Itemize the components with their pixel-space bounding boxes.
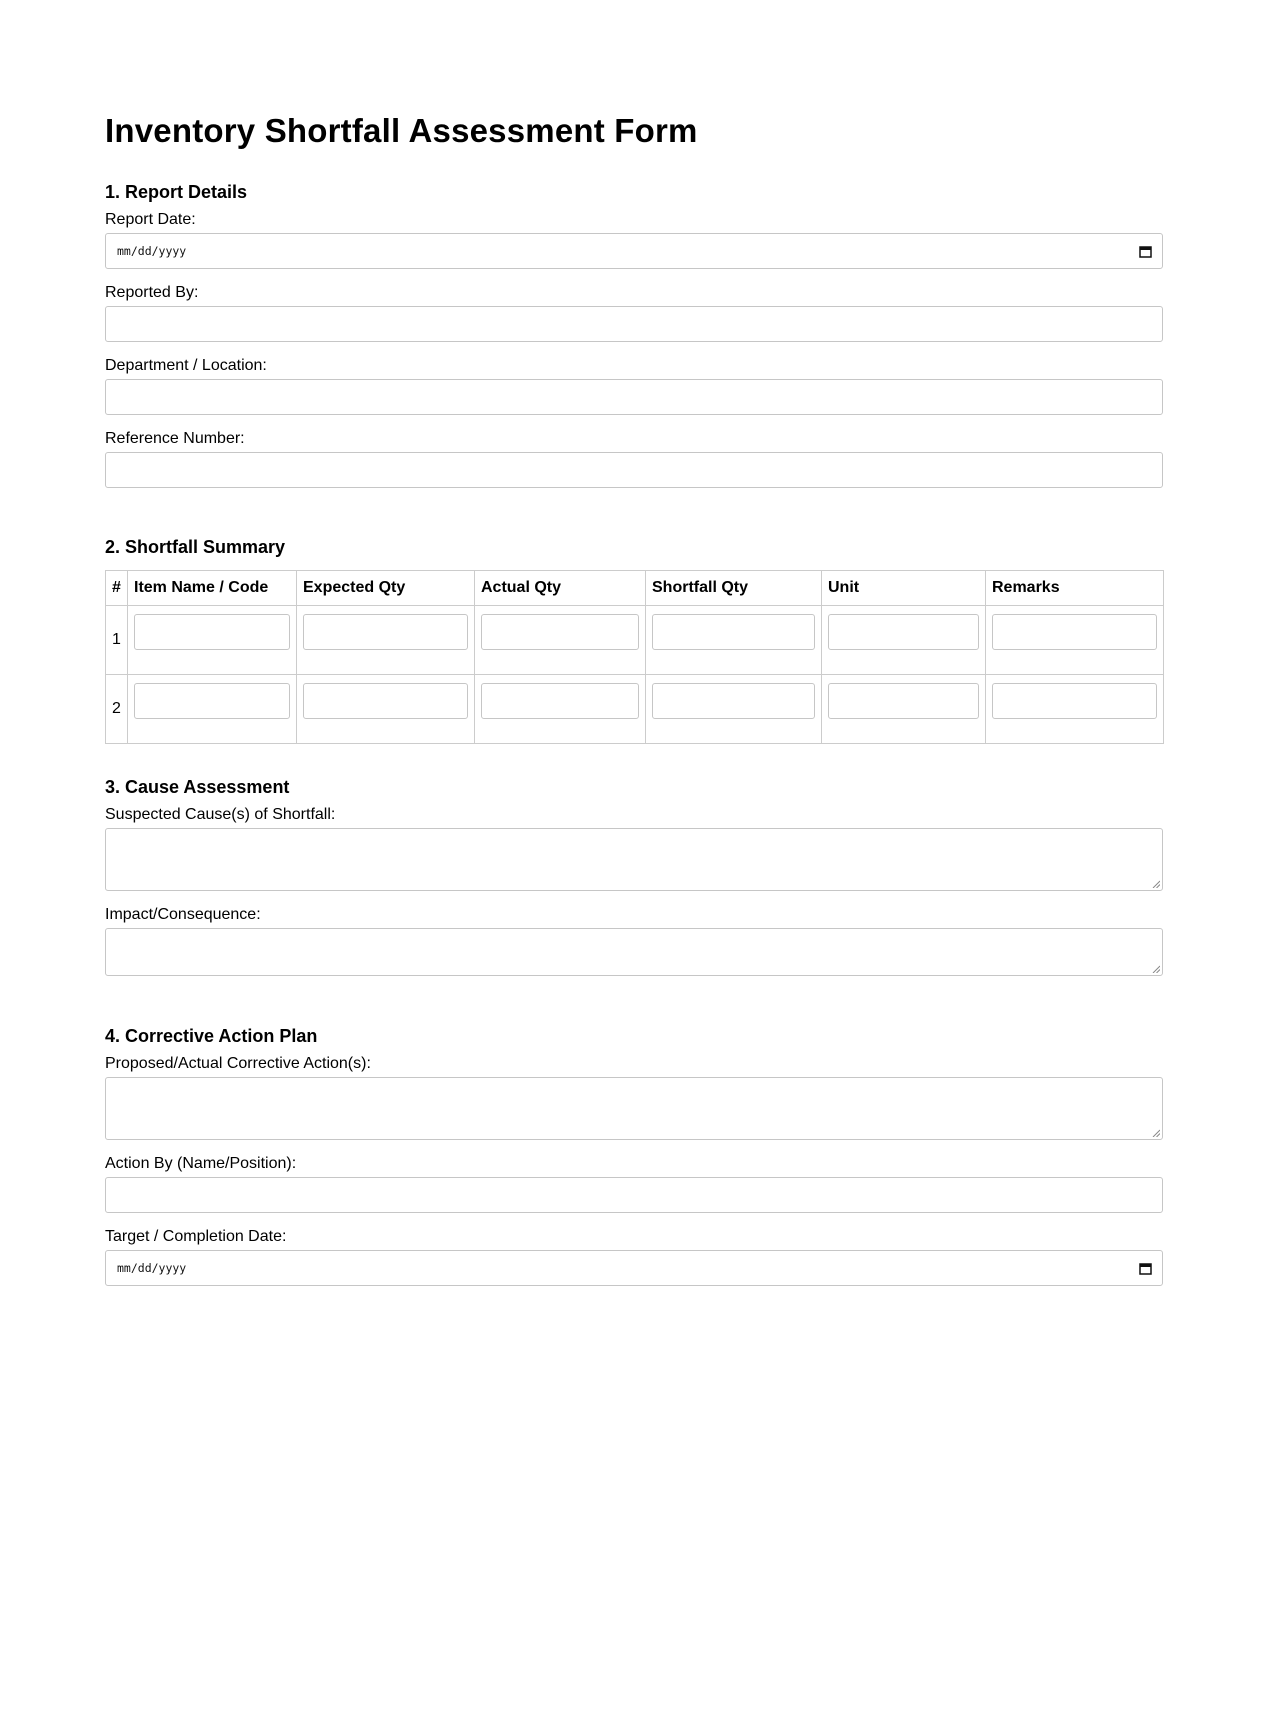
item-name-input[interactable] <box>134 683 290 719</box>
report-date-input[interactable] <box>105 233 1163 269</box>
item-name-input[interactable] <box>134 614 290 650</box>
actual-qty-input[interactable] <box>481 614 639 650</box>
shortfall-qty-input[interactable] <box>652 614 815 650</box>
table-row <box>106 675 1164 744</box>
actual-qty-input[interactable] <box>481 683 639 719</box>
row-number: 1 <box>106 606 128 675</box>
calendar-icon[interactable] <box>1139 1262 1152 1275</box>
table-header-row <box>106 571 1164 606</box>
table-row <box>106 606 1164 675</box>
shortfall-table <box>105 570 1164 744</box>
resize-grip-icon[interactable] <box>1152 880 1160 888</box>
reported-by-label: Reported By: <box>105 284 199 301</box>
resize-grip-icon[interactable] <box>1152 1129 1160 1137</box>
remarks-input[interactable] <box>992 614 1157 650</box>
suspected-causes-label: Suspected Cause(s) of Shortfall: <box>105 806 336 823</box>
department-location-input[interactable] <box>105 379 1163 415</box>
calendar-icon[interactable] <box>1139 245 1152 258</box>
suspected-causes-textarea[interactable] <box>105 828 1163 891</box>
unit-input[interactable] <box>828 614 979 650</box>
row-number: 2 <box>106 675 128 744</box>
unit-input[interactable] <box>828 683 979 719</box>
corrective-action-textarea[interactable] <box>105 1077 1163 1140</box>
section-corrective-action-heading: 4. Corrective Action Plan <box>105 1026 318 1046</box>
column-header-remarks: Remarks <box>986 571 1164 606</box>
impact-consequence-textarea[interactable] <box>105 928 1163 976</box>
report-date-placeholder: mm/dd/yyyy <box>117 244 187 258</box>
column-header-shortfall-qty: Shortfall Qty <box>646 571 822 606</box>
column-header-expected-qty: Expected Qty <box>297 571 475 606</box>
target-date-label: Target / Completion Date: <box>105 1228 287 1245</box>
column-header-number: # <box>106 571 128 606</box>
page-title: Inventory Shortfall Assessment Form <box>105 112 698 149</box>
action-by-label: Action By (Name/Position): <box>105 1155 297 1172</box>
action-by-input[interactable] <box>105 1177 1163 1213</box>
report-date-label: Report Date: <box>105 211 196 228</box>
target-date-placeholder: mm/dd/yyyy <box>117 1261 187 1275</box>
column-header-actual-qty: Actual Qty <box>475 571 646 606</box>
form-page <box>105 108 1163 1286</box>
section-shortfall-summary-heading: 2. Shortfall Summary <box>105 537 286 557</box>
section-report-details-heading: 1. Report Details <box>105 182 248 202</box>
shortfall-qty-input[interactable] <box>652 683 815 719</box>
expected-qty-input[interactable] <box>303 614 468 650</box>
reference-number-label: Reference Number: <box>105 430 245 447</box>
department-location-label: Department / Location: <box>105 357 267 374</box>
reported-by-input[interactable] <box>105 306 1163 342</box>
column-header-item-name: Item Name / Code <box>128 571 297 606</box>
column-header-unit: Unit <box>822 571 986 606</box>
target-date-input[interactable] <box>105 1250 1163 1286</box>
section-cause-assessment-heading: 3. Cause Assessment <box>105 777 290 797</box>
remarks-input[interactable] <box>992 683 1157 719</box>
impact-consequence-label: Impact/Consequence: <box>105 906 261 923</box>
expected-qty-input[interactable] <box>303 683 468 719</box>
reference-number-input[interactable] <box>105 452 1163 488</box>
resize-grip-icon[interactable] <box>1152 965 1160 973</box>
corrective-action-label: Proposed/Actual Corrective Action(s): <box>105 1055 371 1072</box>
